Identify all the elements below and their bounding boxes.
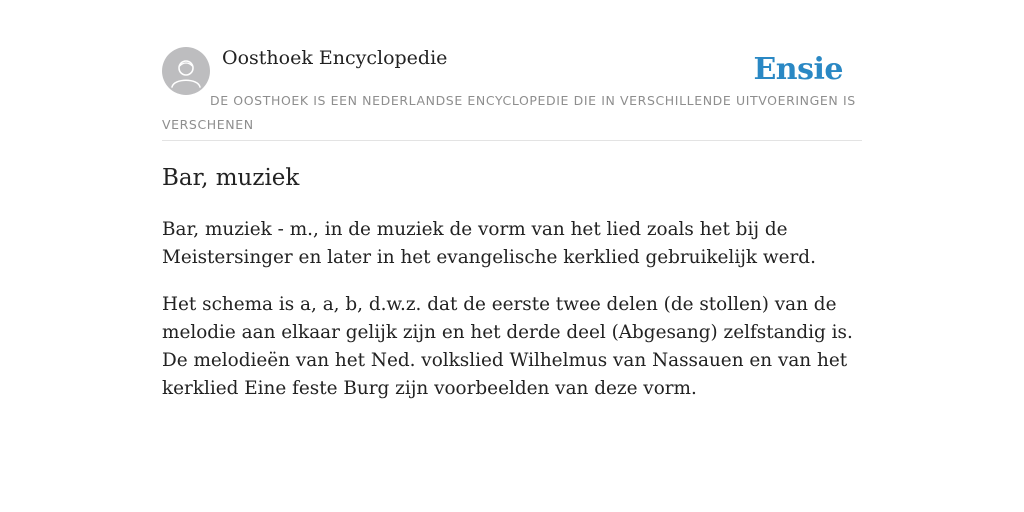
user-avatar-icon[interactable] [162, 47, 210, 95]
article-paragraph: Het schema is a, a, b, d.w.z. dat de eerste twee delen (de stollen) van de melodie aan elkaar gelijk zijn en het derde deel (Abgesang) zelfstandig is. De melodieën van het Ned. volkslied Wilhelmus van Nassauen en van het kerklied Eine feste Burg zijn voorbeelden van deze vorm. [162, 294, 853, 399]
article-title: Bar, muziek [162, 165, 300, 191]
article [162, 160, 862, 403]
brand-logo[interactable]: Ensie [753, 52, 843, 87]
user-silhouette-icon [162, 47, 210, 95]
site-name[interactable]: Oosthoek Encyclopedie [222, 47, 448, 69]
site-header [162, 46, 862, 141]
article-paragraph: Bar, muziek - m., in de muziek de vorm van het lied zoals het bij de Meistersinger en later in het evangelische kerklied gebruikelijk werd. [162, 219, 816, 268]
site-tagline: DE OOSTHOEK IS EEN NEDERLANDSE ENCYCLOPEDIE DIE IN VERSCHILLENDE UITVOERINGEN IS VERSCHENEN [162, 93, 856, 132]
